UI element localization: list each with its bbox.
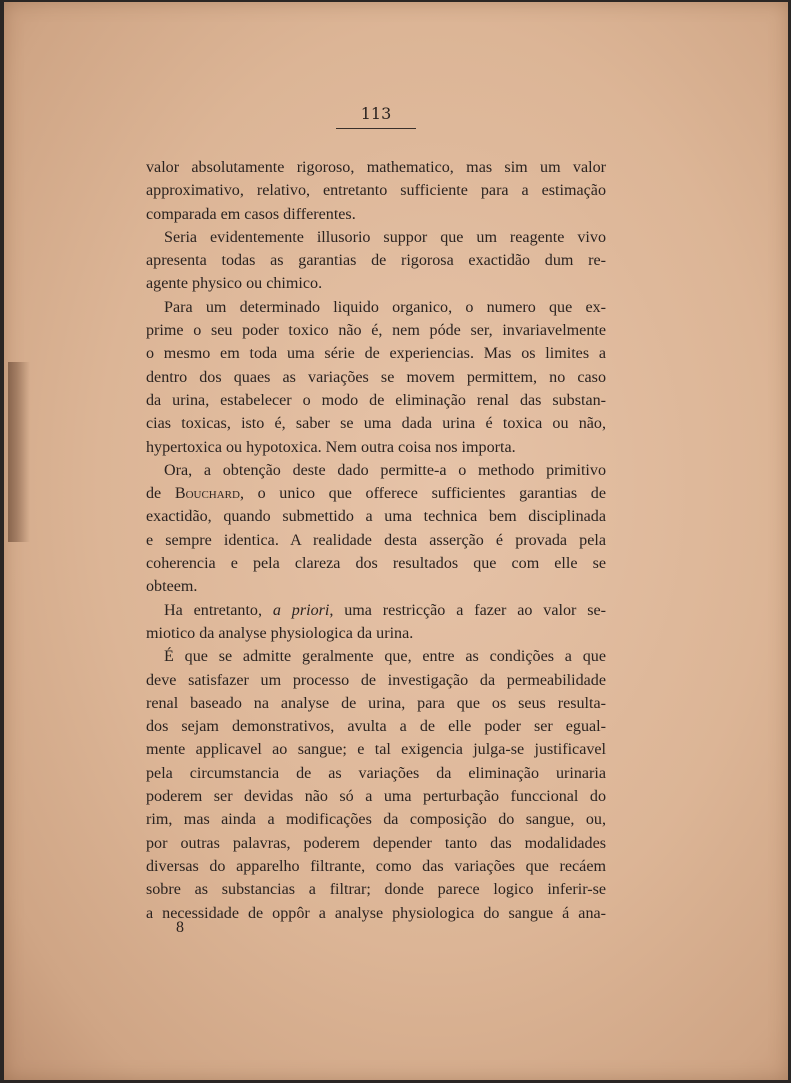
text-fragment: uma restricção a fazer ao valor se- [333, 601, 606, 619]
text-line-with-author [146, 482, 606, 505]
text-line: agente physico ou chimico. [146, 275, 323, 293]
signature-mark: 8 [176, 919, 184, 936]
text-line: dos sejam demonstrativos, avulta a de elle poder ser egual- [146, 718, 606, 736]
text-line: Ora, a obtenção deste dado permitte-a o methodo primitivo [164, 461, 606, 479]
binding-wear [8, 362, 30, 542]
text-line: poderem ser devidas não só a uma perturbação funccional do [146, 788, 606, 806]
text-line: mente applicavel ao sangue; e tal exigencia julga-se justificavel [146, 741, 606, 759]
text-line: o mesmo em toda uma série de experiencias. Mas os limites a [146, 345, 606, 363]
text-line: miotico da analyse physiologica da urina. [146, 624, 414, 642]
paragraph-1 [146, 156, 606, 226]
paragraph-4 [146, 459, 606, 599]
text-line: comparada em casos differentes. [146, 205, 356, 223]
text-line: renal baseado na analyse de urina, para que os seus resulta- [146, 694, 606, 712]
text-line: cias toxicas, isto é, saber se uma dada urina é toxica ou não, [146, 415, 606, 433]
text-line: deve satisfazer um processo de investigação da permeabilidade [146, 671, 606, 689]
page-number: 113 [360, 104, 392, 123]
text-line: dentro dos quaes as variações se movem permittem, no caso [146, 368, 606, 386]
italic-phrase: a priori, [272, 601, 334, 619]
text-line: approximativo, relativo, entretanto sufficiente para a estimação [146, 182, 606, 200]
page-number-rule [336, 128, 416, 129]
text-line: exactidão, quando submettido a uma technica bem disciplinada [146, 508, 606, 526]
text-line: obteem. [146, 578, 198, 596]
author-name: Bouchard [174, 485, 240, 503]
paragraph-5 [146, 599, 606, 646]
text-line: Para um determinado liquido organico, o numero que ex- [164, 298, 606, 316]
paragraph-2 [146, 226, 606, 296]
paragraph-3 [146, 296, 606, 459]
text-line: valor absolutamente rigoroso, mathematico, mas sim um valor [146, 159, 606, 176]
text-line: pela circumstancia de as variações da eliminação urinaria [146, 764, 606, 782]
text-line: a necessidade de oppôr a analyse physiologica do sangue á ana- [146, 904, 606, 922]
text-fragment: de [146, 485, 175, 503]
text-line: e sempre identica. A realidade desta asserção é provada pela [146, 531, 606, 549]
text-line: apresenta todas as garantias de rigorosa exactidão dum re- [146, 252, 606, 270]
text-line: por outras palavras, poderem depender tanto das modalidades [146, 834, 606, 852]
text-line-with-italic [146, 599, 606, 622]
text-line: rim, mas ainda a modificações da composição do sangue, ou, [146, 811, 606, 829]
text-line: sobre as substancias a filtrar; donde parece logico inferir-se [146, 881, 606, 899]
text-line: coherencia e pela clareza dos resultados que com elle se [146, 555, 606, 573]
body-text [146, 156, 606, 925]
text-fragment: Ha entretanto, [164, 601, 273, 619]
text-fragment: , o unico que offerece sufficientes garantias de [239, 485, 606, 503]
text-line: da urina, estabelecer o modo de eliminação renal das substan- [146, 391, 606, 409]
text-line: hypertoxica ou hypotoxica. Nem outra coisa nos importa. [146, 438, 516, 456]
text-line: É que se admitte geralmente que, entre as condições a que [164, 648, 606, 666]
text-line: diversas do apparelho filtrante, como das variações que recáem [146, 857, 606, 875]
text-line: prime o seu poder toxico não é, nem póde ser, invariavelmente [146, 322, 606, 340]
text-line: Seria evidentemente illusorio suppor que um reagente vivo [164, 228, 606, 246]
paragraph-6 [146, 645, 606, 925]
